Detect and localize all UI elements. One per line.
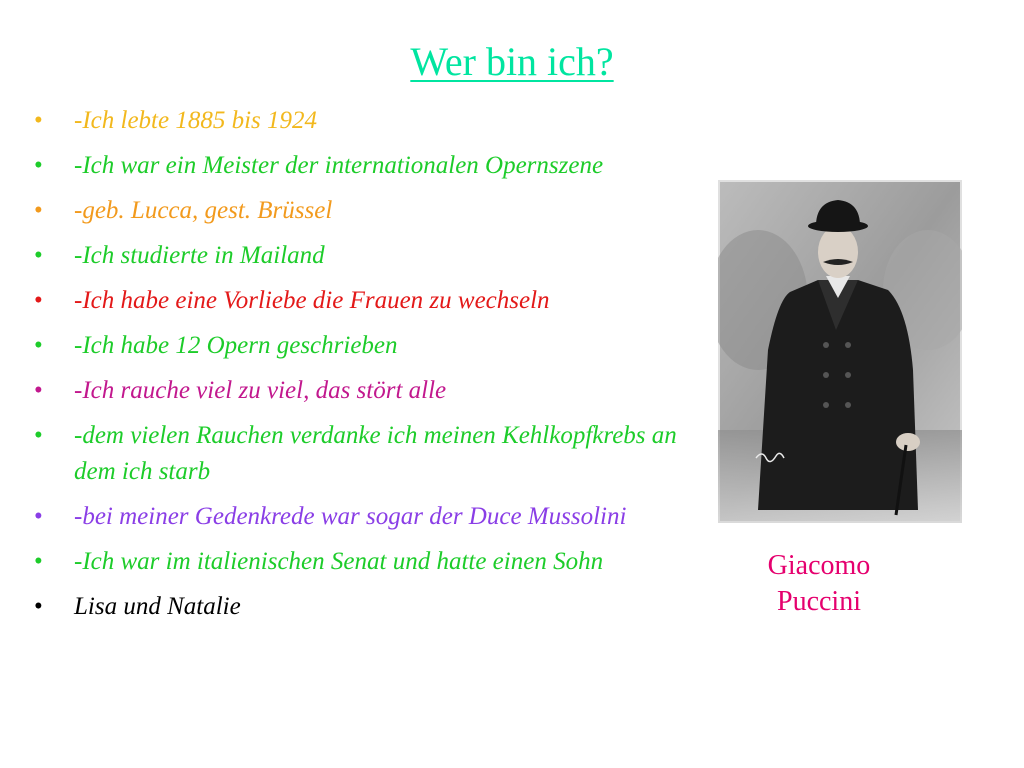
bullet-dot-icon: • [34,242,43,269]
bullet-dot-icon: • [34,548,43,575]
bullet-item [30,418,690,490]
bullet-text: -Ich habe 12 Opern geschrieben [74,332,398,359]
bullet-dot-icon: • [34,377,43,404]
bullet-text: -bei meiner Gedenkrede war sogar der Duce Mussolini [74,503,627,530]
bullet-item [30,544,690,580]
bullet-dot-icon: • [34,197,43,224]
bullet-text: -dem vielen Rauchen verdanke ich meinen Kehlkopfkrebs an dem ich starb [74,422,677,485]
bullet-dot-icon: • [34,422,43,449]
bullet-dot-icon: • [34,332,43,359]
bullet-item [30,193,690,229]
bullet-item [30,283,690,319]
bullet-dot-icon: • [34,503,43,530]
portrait-photo [718,180,962,523]
bullet-text: Lisa und Natalie [74,593,241,620]
caption-first-name: Giacomo [767,550,871,581]
bullet-item [30,328,690,364]
bullet-text: -Ich war ein Meister der internationalen Opernszene [74,152,604,179]
bullet-item [30,499,690,535]
bullet-text: -Ich studierte in Mailand [74,242,325,269]
bullet-item [30,238,690,274]
bullet-text: -Ich rauche viel zu viel, das stört alle [74,377,447,404]
bullet-dot-icon: • [34,593,43,620]
bullet-dot-icon: • [34,107,43,134]
bullet-text: -Ich lebte 1885 bis 1924 [74,107,318,134]
bullet-dot-icon: • [34,152,43,179]
bullet-text: -Ich war im italienischen Senat und hatte einen Sohn [74,548,604,575]
bullet-text: -geb. Lucca, gest. Brüssel [74,197,333,224]
photo-caption [718,548,920,620]
bullet-list [30,103,690,634]
bullet-item [30,373,690,409]
bullet-item [30,148,690,184]
bullet-item [30,589,690,625]
bullet-text: -Ich habe eine Vorliebe die Frauen zu wechseln [74,287,550,314]
bullet-dot-icon: • [34,287,43,314]
caption-last-name: Puccini [777,586,861,617]
slide-title: Wer bin ich? [410,39,614,84]
bullet-item [30,103,690,139]
